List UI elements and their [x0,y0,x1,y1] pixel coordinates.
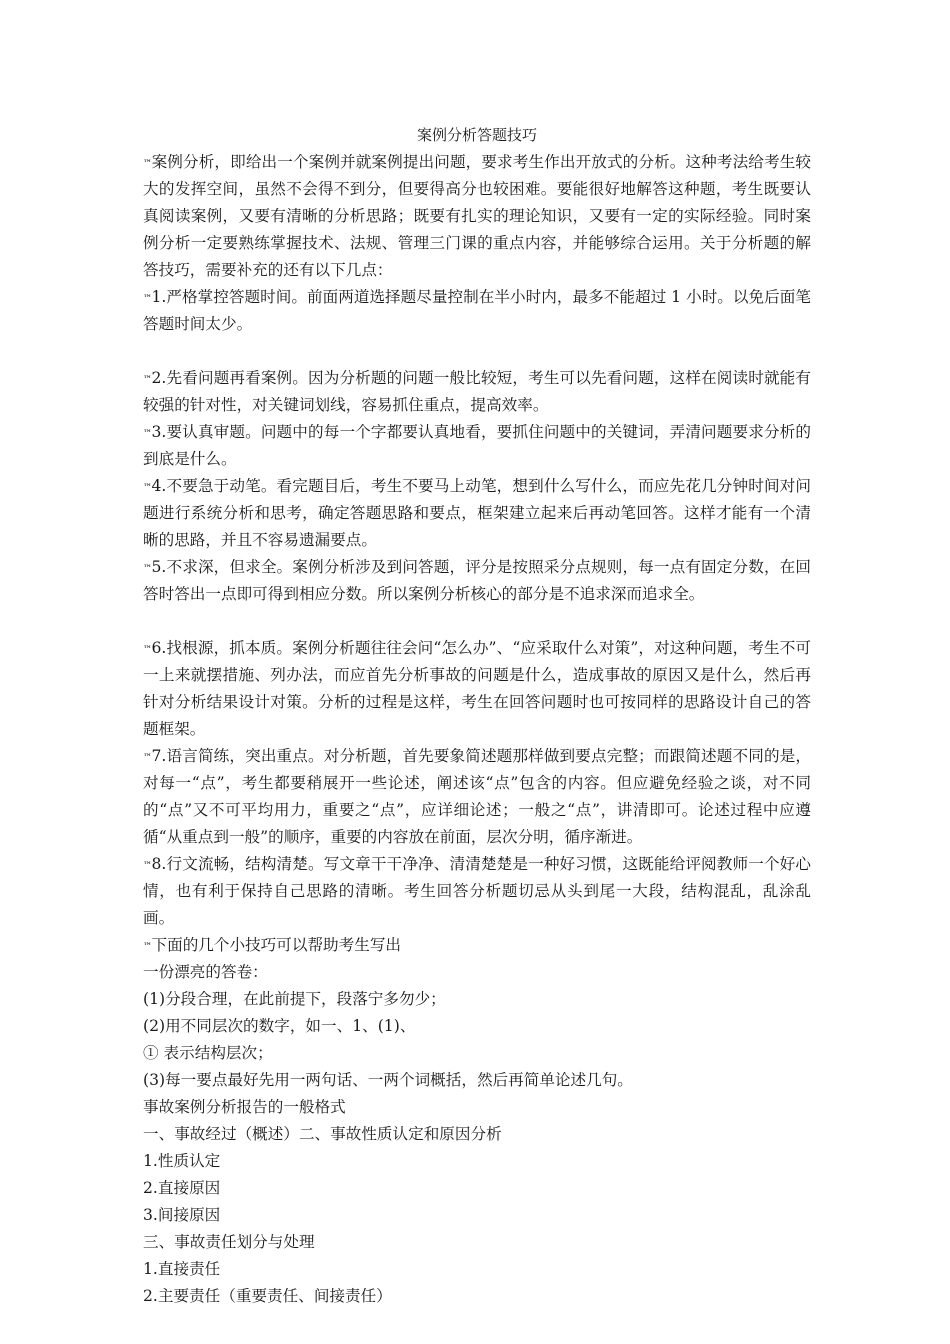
format-line: 一、事故经过（概述）二、事故性质认定和原因分析 [143,1125,502,1143]
small-tip-item: ① 表示结构层次； [143,1044,273,1062]
bullet-marker: ™ [143,942,152,952]
tip-6: ™6.找根源，抓本质。案例分析题往往会问“怎么办”、“应采取什么对策”，对这种问题，考生不可一上来就摆措施、列办法，而应首先分析事故的问题是什么，造成事故的原因又是什么，然后再针对分析结果设计对策。分析的过程是这样，考生在回答问题时也可按同样的思路设计自己的答题框架。 [143,639,811,738]
intro-paragraph: ™案例分析，即给出一个案例并就案例提出问题，要求考生作出开放式的分析。这种考法给考生较大的发挥空间，虽然不会得不到分，但要得高分也较困难。要能很好地解答这种题，考生既要认真阅读案例，又要有清晰的分析思路；既要有扎实的理论知识，又要有一定的实际经验。同时案例分析一定要熟练掌握技术、法规、管理三门课的重点内容，并能够综合运用。关于分析题的解答技巧，需要补充的还有以下几点： [143,153,811,279]
bullet-marker: ™ [143,645,152,655]
small-tip-item: (3)每一要点最好先用一两句话、一两个词概括，然后再简单论述几句。 [143,1071,633,1089]
format-line: 1.直接责任 [143,1260,221,1278]
document-title: 案例分析答题技巧 [416,126,537,144]
tip-2: ™2.先看问题再看案例。因为分析题的问题一般比较短，考生可以先看问题，这样在阅读时就能有较强的针对性，对关键词划线，容易抓住重点，提高效率。 [143,369,811,414]
small-tip-item: (2)用不同层次的数字，如一、1、(1)、 [143,1017,416,1035]
tip-3: ™3.要认真审题。问题中的每一个字都要认真地看，要抓住问题中的关键词，弄清问题要求分析的到底是什么。 [143,423,811,468]
small-tips-intro-line1: ™下面的几个小技巧可以帮助考生写出 [143,936,402,954]
small-tips-intro-line2: 一份漂亮的答卷： [143,963,268,981]
spacer [143,338,811,365]
bullet-marker: ™ [143,483,152,493]
format-line: 2.直接原因 [143,1179,221,1197]
tip-5: ™5.不求深，但求全。案例分析涉及到问答题，评分是按照采分点规则，每一点有固定分数，在回答时答出一点即可得到相应分数。所以案例分析核心的部分是不追求深而追求全。 [143,558,811,603]
bullet-marker: ™ [143,564,152,574]
bullet-marker: ™ [143,159,152,169]
tip-7: ™7.语言简练，突出重点。对分析题，首先要象简述题那样做到要点完整；而跟简述题不同的是，对每一“点”，考生都要稍展开一些论述，阐述该“点”包含的内容。但应避免经验之谈，对不同的“点”又不可平均用力，重要之“点”，应详细论述；一般之“点”，讲清即可。论述过程中应遵循“从重点到一般”的顺序，重要的内容放在前面，层次分明，循序渐进。 [143,747,811,846]
bullet-marker: ™ [143,429,152,439]
format-line: 1.性质认定 [143,1152,221,1170]
bullet-marker: ™ [143,294,152,304]
tip-8: ™8.行文流畅，结构清楚。写文章干干净净、清清楚楚是一种好习惯，这既能给评阅教师一个好心情，也有利于保持自己思路的清晰。考生回答分析题切忌从头到尾一大段，结构混乱，乱涂乱画。 [143,855,811,927]
format-heading: 事故案例分析报告的一般格式 [143,1098,346,1116]
bullet-marker: ™ [143,753,152,763]
document-page [143,122,811,1310]
format-line: 3.间接原因 [143,1206,221,1224]
small-tip-item: (1)分段合理，在此前提下，段落宁多勿少； [143,990,446,1008]
bullet-marker: ™ [143,375,152,385]
format-line: 三、事故责任划分与处理 [143,1233,315,1251]
format-line: 2.主要责任（重要责任、间接责任） [143,1287,392,1305]
tip-4: ™4.不要急于动笔。看完题目后，考生不要马上动笔，想到什么写什么，而应先花几分钟时间对问题进行系统分析和思考，确定答题思路和要点，框架建立起来后再动笔回答。这样才能有一个清晰的思路，并且不容易遗漏要点。 [143,477,811,549]
spacer [143,608,811,635]
bullet-marker: ™ [143,861,152,871]
tip-1: ™1.严格掌控答题时间。前面两道选择题尽量控制在半小时内，最多不能超过 1 小时。以免后面笔答题时间太少。 [143,288,811,333]
